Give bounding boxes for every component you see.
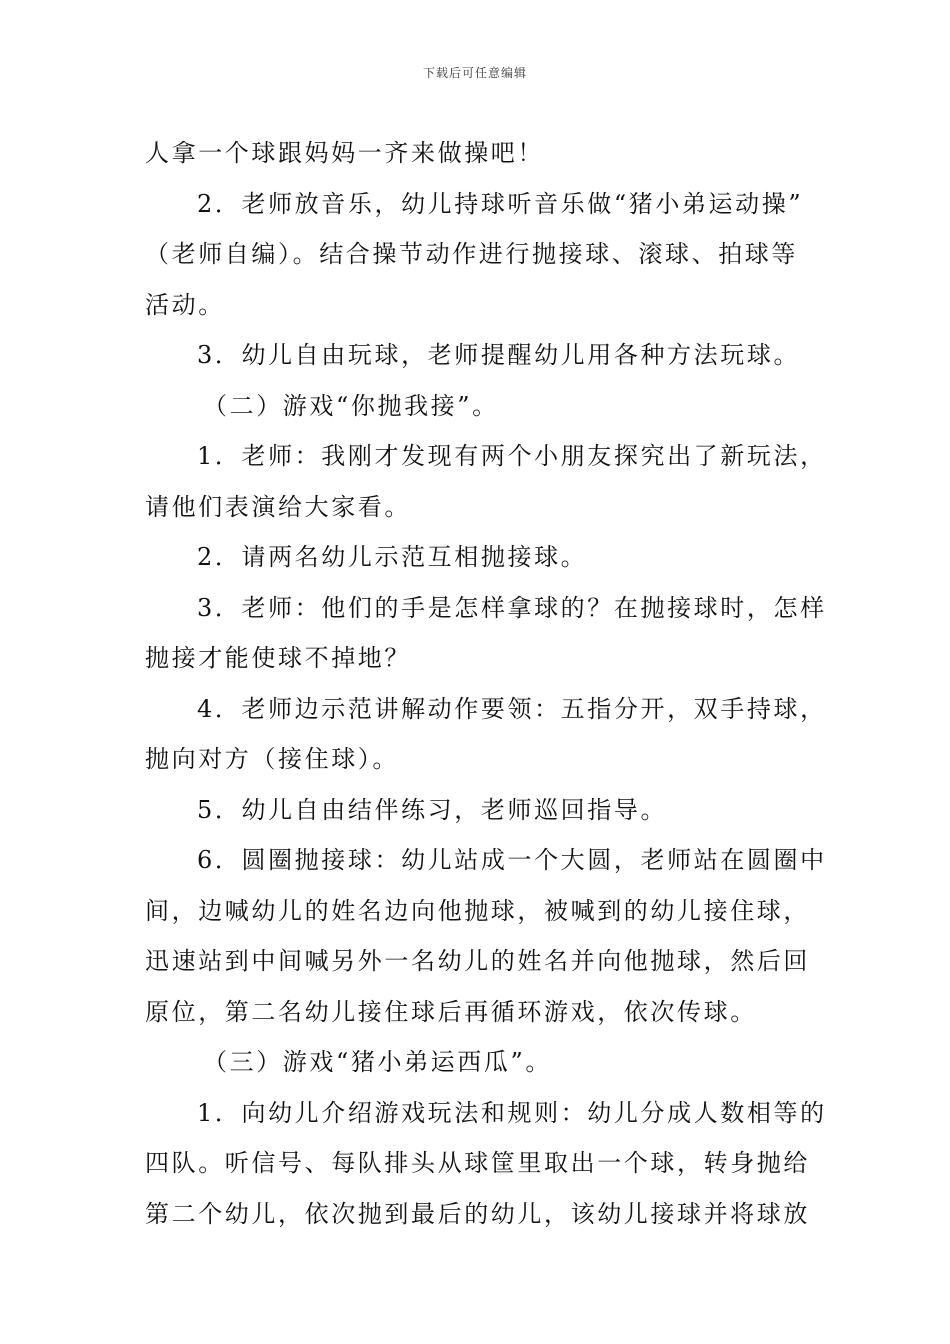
text-line: 4．老师边示范讲解动作要领：五指分开，双手持球， — [197, 694, 827, 723]
text-line: 迅速站到中间喊另外一名幼儿的姓名并向他抛球，然后回 — [145, 947, 810, 975]
text-line: 原位，第二名幼儿接住球后再循环游戏，依次传球。 — [145, 997, 757, 1026]
text-line: 3．幼儿自由玩球，老师提醒幼儿用各种方法玩球。 — [197, 341, 801, 369]
page-header-note: 下载后可任意编辑 — [422, 66, 527, 80]
text-line: 抛接才能使球不掉地？ — [145, 644, 411, 672]
text-line: 2．老师放音乐，幼儿持球听音乐做“猪小弟运动操” — [197, 189, 804, 218]
text-line: 5．幼儿自由结伴练习，老师巡回指导。 — [197, 795, 668, 824]
text-line: 人拿一个球跟妈妈一齐来做操吧！ — [145, 139, 544, 167]
text-line: 3．老师：他们的手是怎样拿球的？在抛接球时，怎样 — [197, 593, 827, 622]
text-line: （三）游戏“猪小弟运西瓜”。 — [203, 1048, 552, 1076]
text-line: 1．老师：我刚才发现有两个小朋友探究出了新玩法， — [197, 442, 827, 470]
text-line: 四队。听信号、每队排头从球筐里取出一个球，转身抛给 — [145, 1149, 810, 1177]
text-line: 请他们表演给大家看。 — [145, 492, 411, 521]
text-line: 6．圆圈抛接球：幼儿站成一个大圆，老师站在圆圈中 — [197, 846, 827, 874]
document-body — [145, 128, 827, 1239]
text-line: （二）游戏“你抛我接”。 — [203, 391, 499, 420]
text-line: 活动。 — [145, 290, 225, 319]
text-line: 第二个幼儿，依次抛到最后的幼儿，该幼儿接球并将球放 — [145, 1199, 810, 1228]
text-line: 2．请两名幼儿示范互相抛接球。 — [197, 543, 588, 571]
text-line: （老师自编）。结合操节动作进行抛接球、滚球、拍球等 — [145, 240, 798, 268]
text-line: 间，边喊幼儿的姓名边向他抛球，被喊到的幼儿接住球， — [145, 896, 810, 925]
text-line: 1．向幼儿介绍游戏玩法和规则：幼儿分成人数相等的 — [197, 1098, 827, 1127]
text-line: 抛向对方（接住球）。 — [145, 745, 399, 773]
